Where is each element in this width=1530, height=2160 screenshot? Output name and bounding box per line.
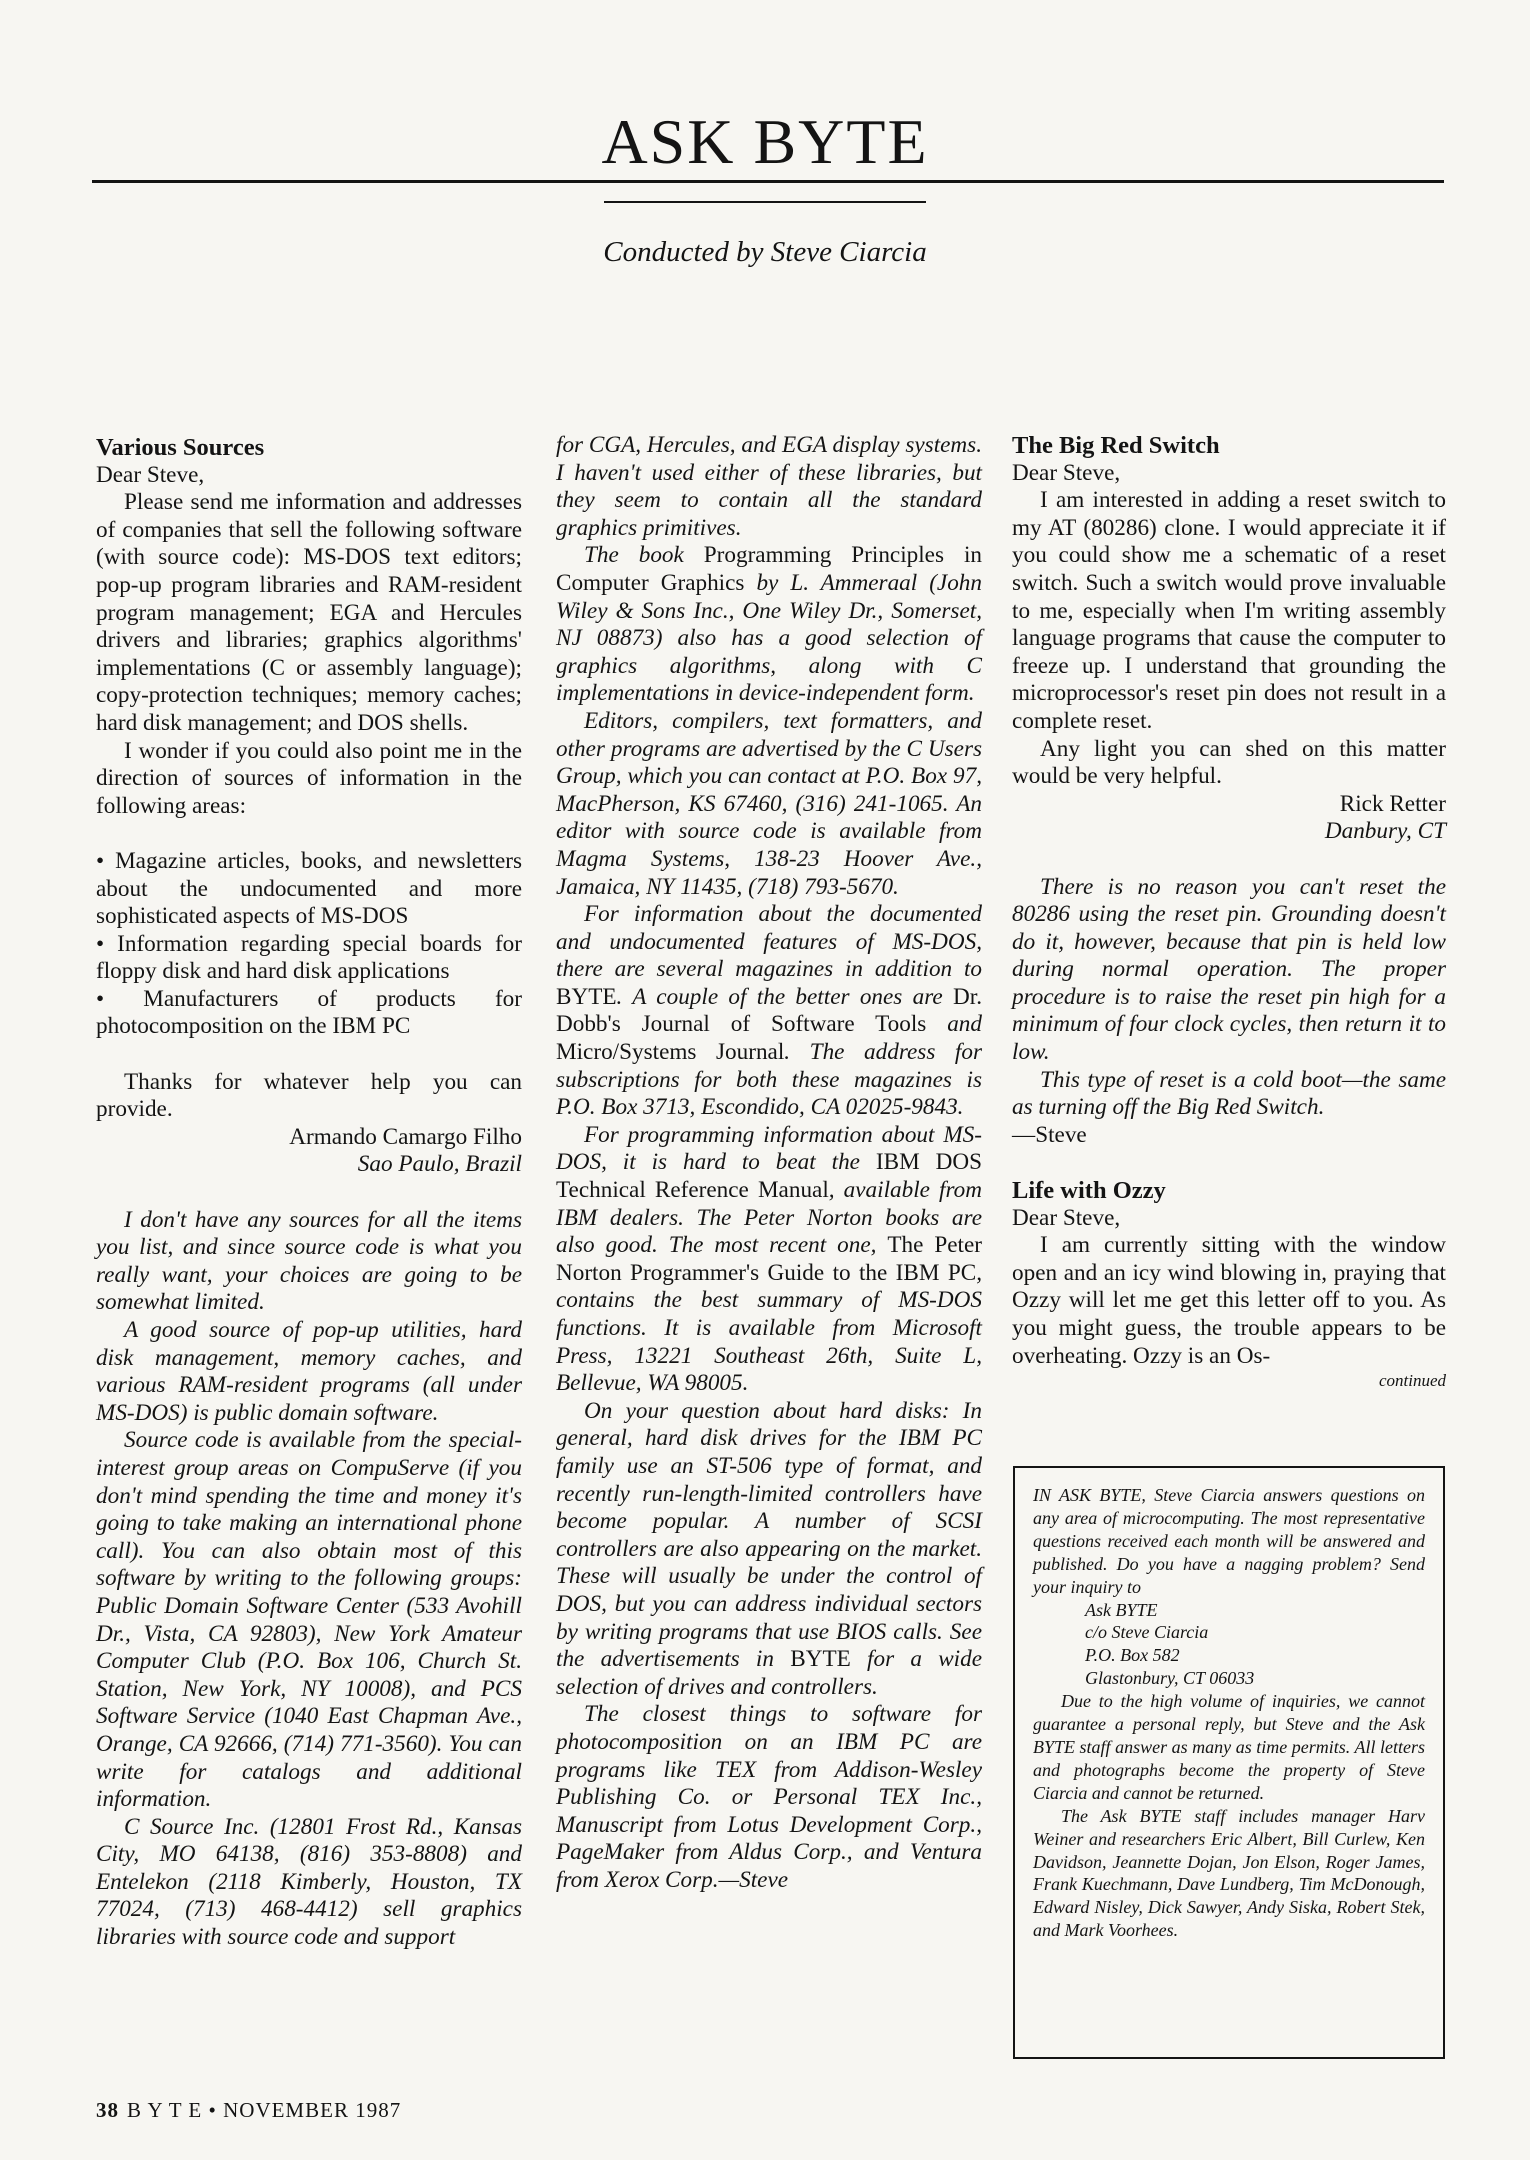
page-footer <box>96 2098 401 2123</box>
column-3 <box>1012 432 1446 1392</box>
address-line: Glastonbury, CT 06033 <box>1085 1668 1255 1689</box>
info-box-paragraph: The Ask BYTE staff includes manager Harv Weiner and researchers Eric Albert, Bill Curlew, Ken Davidson, Jeannette Dojan, Jon Elson, Roger James, Frank Kuechmann, Dave Lundberg, Tim McDonough, Edward Nisley, Dick Sawyer, Andy Siska, Robert Stek, and Mark Voorhees. <box>1033 1805 1425 1941</box>
answer-paragraph: For programming information about MS-DOS, it is hard to beat the IBM DOS Technical Reference Manual, available from IBM dealers. The Peter Norton books are also good. The most recent one, The Peter Norton Programmer's Guide to the IBM PC, contains the best summary of MS-DOS functions. It is available from Microsoft Press, 13221 Southeast 26th, Suite L, Bellevue, WA 98005. <box>556 1121 983 1397</box>
short-rule <box>604 201 926 203</box>
answer-paragraph: I don't have any sources for all the items you list, and since source code is what you really want, your choices are going to be somewhat limited. <box>96 1206 522 1316</box>
section-heading-various-sources: Various Sources <box>96 434 265 461</box>
salutation: Dear Steve, <box>1012 459 1121 486</box>
answer-paragraph: C Source Inc. (12801 Frost Rd., Kansas City, MO 64138, (816) 353-8808) and Entelekon (2118 Kimberly, Houston, TX 77024, (713) 468-4412) sell graphics libraries with source code and support <box>96 1813 522 1951</box>
signature-place: Sao Paulo, Brazil <box>357 1151 522 1178</box>
letter-paragraph: Please send me information and addresses of companies that sell the following software (with source code): MS-DOS text editors; pop-up program libraries and RAM-resident program management; EGA and Hercules drivers and libraries; graphics algorithms' implementations (C or assembly language); copy-protection techniques; memory caches; hard disk management; and DOS shells. <box>96 489 522 736</box>
bullet-item: • Information regarding special boards for floppy disk and hard disk applications <box>96 930 522 985</box>
info-box-paragraph: Due to the high volume of inquiries, we cannot guarantee a personal reply, but Steve and the Ask BYTE staff answer as many as time permits. All letters and photographs become the property of Steve Ciarcia and cannot be returned. <box>1033 1691 1425 1803</box>
page-number: 38 <box>96 2098 119 2122</box>
answer-paragraph: The closest things to software for photocomposition on an IBM PC are programs like TEX from Addison-Wesley Publishing Co. or Personal TEX Inc., Manuscript from Lotus Development Corp., PageMaker from Aldus Corp., and Ventura from Xerox Corp.—Steve <box>556 1701 982 1893</box>
title-rule <box>92 180 1444 183</box>
answer-paragraph: For information about the documented and undocumented features of MS-DOS, there are several magazines in addition to BYTE. A couple of the better ones are Dr. Dobb's Journal of Software Tools and Micro/Systems Journal. The address for subscriptions for both these magazines is P.O. Box 3713, Escondido, CA 02025-9843. <box>556 901 982 1121</box>
address-line: Ask BYTE <box>1085 1599 1158 1620</box>
letter-paragraph: I am interested in adding a reset switch to my AT (80286) clone. I would appreciate it if you could show me a schematic of a reset switch. Such a switch would prove invaluable to me, especially when I'm writing assembly language programs that cause the computer to freeze up. I understand that grounding the microprocessor's reset pin does not result in a complete reset. <box>1012 487 1446 734</box>
letter-paragraph: Thanks for whatever help you can provide. <box>96 1068 522 1123</box>
section-heading-life-with-ozzy: Life with Ozzy <box>1012 1177 1166 1205</box>
answer-paragraph: This type of reset is a cold boot—the same as turning off the Big Red Switch. <box>1012 1066 1446 1121</box>
column-1 <box>96 434 522 1952</box>
answer-paragraph: There is no reason you can't reset the 80286 using the reset pin. Grounding doesn't do it, however, because that pin is held low during normal operation. The proper procedure is to raise the reset pin high for a minimum of four clock cycles, then return it to low. <box>1012 873 1446 1066</box>
byline: Conducted by Steve Ciarcia <box>603 236 927 268</box>
page-title: ASK BYTE <box>601 106 929 177</box>
answer-paragraph: for CGA, Hercules, and EGA display systems. I haven't used either of these libraries, but they seem to contain all the standard graphics primitives. <box>556 432 982 541</box>
answer-paragraph: On your question about hard disks: In general, hard disk drives for the IBM PC family use an ST-506 type of format, and recently run-length-limited controllers have become popular. A number of SCSI controllers are also appearing on the market. These will usually be under the control of DOS, but you can address individual sectors by writing programs that use BIOS calls. See the advertisements in BYTE for a wide selection of drives and controllers. <box>556 1397 982 1700</box>
signature-name: Armando Camargo Filho <box>289 1123 522 1150</box>
address-line: P.O. Box 582 <box>1085 1645 1180 1666</box>
letter-paragraph: I wonder if you could also point me in the direction of sources of information in the following areas: <box>96 737 522 819</box>
answer-paragraph: Editors, compilers, text formatters, and other programs are advertised by the C Users Group, which you can contact at P.O. Box 97, MacPherson, KS 67460, (316) 241-1065. An editor with source code is available from Magma Systems, 138-23 Hoover Ave., Jamaica, NY 11435, (718) 793-5670. <box>556 707 982 900</box>
answer-paragraph: The book Programming Principles in Computer Graphics by L. Ammeraal (John Wiley & Sons Inc., One Wiley Dr., Somerset, NJ 08873) also has a good selection of graphics algorithms, along with C implementations in device-independent form. <box>556 542 982 707</box>
address-line: c/o Steve Ciarcia <box>1085 1622 1209 1643</box>
salutation: Dear Steve, <box>1012 1204 1121 1231</box>
answer-paragraph: Source code is available from the special-interest group areas on CompuServe (if you don't mind spending the time and money it's going to take making an international phone call). You can also obtain most of this software by writing to the following groups: Public Domain Software Center (533 Avohill Dr., Vista, CA 92803), New York Amateur Computer Club (P.O. Box 106, Church St. Station, New York, NY 10008), and PCS Software Service (1040 East Chapman Ave., Orange, CA 92666, (714) 771-3560). You can write for catalogs and additional information. <box>96 1427 522 1813</box>
bullet-item: • Manufacturers of products for photocomposition on the IBM PC <box>96 985 522 1040</box>
section-heading-big-red-switch: The Big Red Switch <box>1012 432 1220 459</box>
continued-label: continued <box>1378 1371 1446 1391</box>
info-box-paragraph: IN ASK BYTE, Steve Ciarcia answers questions on any area of microcomputing. The most representative questions received each month will be answered and published. Do you have a nagging problem? Send your inquiry to <box>1033 1485 1425 1597</box>
book-title: Programming Principles in Computer Graphics <box>556 542 982 596</box>
answer-paragraph: A good source of pop-up utilities, hard disk management, memory caches, and various RAM-resident programs (all under MS-DOS) is public domain software. <box>96 1317 522 1426</box>
answer-signature: —Steve <box>1012 1121 1087 1148</box>
letter-paragraph: I am currently sitting with the window open and an icy wind blowing in, praying that Ozzy will let me get this letter off to you. As you might guess, the trouble appears to be overheating. Ozzy is an Os- <box>1012 1232 1446 1369</box>
signature-name: Rick Retter <box>1339 790 1446 817</box>
info-box <box>1013 1466 1445 2059</box>
column-2 <box>556 432 982 1894</box>
letter-paragraph: Any light you can shed on this matter would be very helpful. <box>1012 735 1446 790</box>
footer-text: B Y T E • NOVEMBER 1987 <box>127 2098 402 2122</box>
salutation: Dear Steve, <box>96 461 205 488</box>
bullet-item: • Magazine articles, books, and newsletters about the undocumented and more sophisticated aspects of MS-DOS <box>96 847 522 930</box>
signature-place: Danbury, CT <box>1324 818 1446 845</box>
